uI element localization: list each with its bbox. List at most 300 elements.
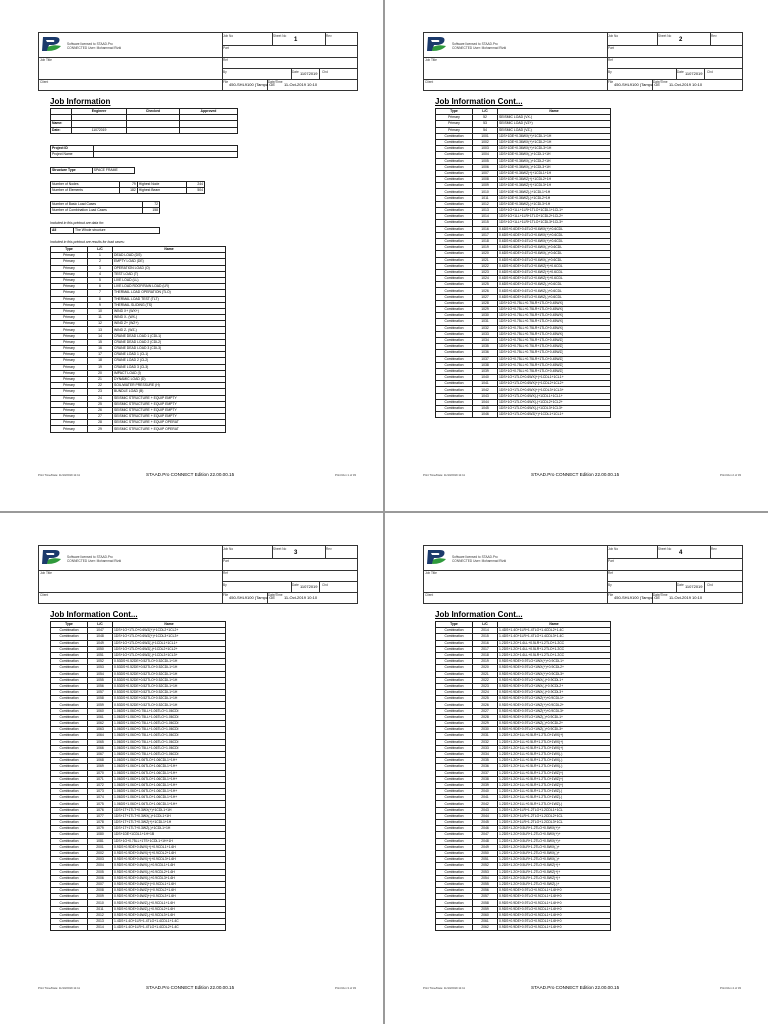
lc-cell: 12 <box>88 321 113 327</box>
lc-cell: 2033 <box>473 745 498 751</box>
type-cell: Combination <box>436 412 473 418</box>
ref-label: Ref <box>608 571 613 575</box>
name-cell: 0.6DS+0.6DE+0.6TLO+0.6WZ(-)+0.6CDL <box>498 282 611 288</box>
lc-cell: 1046 <box>473 412 498 418</box>
type-cell: Combination <box>436 690 473 696</box>
lc-cell: 2002 <box>88 850 113 856</box>
lc-cell: 1053 <box>88 665 113 671</box>
lc-cell: 1075 <box>88 801 113 807</box>
lc-cell: 1040 <box>473 375 498 381</box>
name-cell: 0.6DS+0.6DE+0.6TLO+0.6WX(+)+0.6CDL <box>498 232 611 238</box>
chd-label: Chd <box>322 70 328 74</box>
name-cell: 1.2DS+1.2O+1LR+1.2TLO+1.2CDL3+1CL <box>498 820 611 826</box>
name-cell: 1DS+1DE+0.36WX(+)+1CDL3+1H <box>498 146 611 152</box>
lc-cell: 1030 <box>473 313 498 319</box>
name-cell: 1DS+1O+1TLO+0.6WX(+)+1CDL3+1CL3+ <box>498 387 611 393</box>
lc-cell: 1037 <box>473 356 498 362</box>
lc-cell: 2 <box>88 259 113 265</box>
ref-label: Ref <box>223 571 228 575</box>
lc-cell: 1019 <box>473 245 498 251</box>
lc-cell: 29 <box>88 426 113 432</box>
lc-cell: 1042 <box>473 387 498 393</box>
type-cell: Combination <box>436 276 473 282</box>
type-cell: Combination <box>51 745 88 751</box>
name-cell: 1DS+1DE+0.36WZ(-)+1CDL1+1H <box>498 189 611 195</box>
lc-cell: 1076 <box>88 807 113 813</box>
name-cell: 1DS+1O+0.75LL+1TS+1CDL1+1H+1H <box>113 838 226 844</box>
name-cell: 1DS+1T+1TLT+0.3WX(-)+1CDL1+1H <box>113 813 226 819</box>
name-cell: 0.9DS+0.9DE+0.6WX(-)+0.9CDL1+1.6H <box>113 863 226 869</box>
name-cell: 1.2DS+1.2O+1LL+0.5LR+1.2TLO+1WX(+) <box>498 739 611 745</box>
sheet-2 <box>385 0 768 511</box>
name-cell: 1.06DS+1.06O+1.06TLO+1.06CDL1+1H+ <box>113 789 226 795</box>
lc-cell: 1020 <box>473 251 498 257</box>
datetime-label: Date/Time <box>653 593 668 597</box>
type-cell: Combination <box>51 634 88 640</box>
lc-cell: 2058 <box>473 900 498 906</box>
sheet-no-label: Sheet No <box>273 34 287 38</box>
lc-cell: 2009 <box>88 894 113 900</box>
name-cell: IMPACT LOAD (I) <box>113 370 226 376</box>
license-line-2: CONNECTED User: Mohammad Rizki <box>452 46 507 50</box>
lc-cell: 2006 <box>88 875 113 881</box>
lc-cell: 18 <box>88 358 113 364</box>
name-cell: LIVE LOAD (LL) <box>113 277 226 283</box>
type-cell: Combination <box>436 659 473 665</box>
name-cell: 1DS+1O+1TLO+0.6WX(-)+1CDL2+1CL2+ <box>498 399 611 405</box>
type-cell: Combination <box>436 739 473 745</box>
type-cell: Primary <box>51 383 88 389</box>
loadcase-count-table <box>50 201 160 214</box>
name-cell: 1.2DS+1.2O+1.6LL+0.5LR+1.2TLO+1.2CC <box>498 646 611 652</box>
job-title-label: Job Title <box>425 58 437 62</box>
lc-cell: 17 <box>88 352 113 358</box>
type-cell: Combination <box>436 677 473 683</box>
table-row <box>51 426 226 432</box>
type-cell: Combination <box>436 139 473 145</box>
type-cell: Combination <box>436 727 473 733</box>
lc-cell: 2019 <box>473 659 498 665</box>
lc-cell: 1027 <box>473 294 498 300</box>
lc-cell: 1074 <box>88 795 113 801</box>
lc-cell: 1045 <box>473 406 498 412</box>
name-cell: 1.2DS+1.2O+1LL+0.5LR+1.2TLO+1WX(-) <box>498 758 611 764</box>
type-cell: Combination <box>436 381 473 387</box>
type-cell: Combination <box>436 807 473 813</box>
name-cell: 1.06DS+1.06O+0.75LL+1.06TLO+1.06CDI <box>113 714 226 720</box>
lc-cell: 20 <box>88 370 113 376</box>
lc-cell: 2030 <box>473 727 498 733</box>
name-cell: 1DS+1O+1TLO+0.6WX(-)+1CDL1+1CL1+ <box>498 393 611 399</box>
column-header: Name <box>498 622 611 628</box>
name-cell: 1.06DS+1.06O+1.06TLO+1.06CDL1+1H+ <box>113 764 226 770</box>
software-edition: STAAD.Pro CONNECT Edition 22.00.00.15 <box>531 472 620 477</box>
lc-cell: 1024 <box>473 276 498 282</box>
name-cell: 1.2DS+1.2O+0.5LR+1.2TLO+0.5WX(-)+ <box>498 844 611 850</box>
lc-cell: 2012 <box>88 912 113 918</box>
lc-cell: 2018 <box>473 652 498 658</box>
license-line-2: CONNECTED User: Mohammad Rizki <box>67 46 122 50</box>
sheet-number: 4 <box>679 550 683 556</box>
by-label: By <box>608 70 612 74</box>
print-run: Print Run 2 of 33 <box>720 473 741 477</box>
type-cell: Combination <box>436 263 473 269</box>
name-cell: 1DS+1O+1TLO+0.6WZ(+)+1CDL3+1CL3+ <box>113 634 226 640</box>
type-cell: Combination <box>436 399 473 405</box>
ref-label: Ref <box>608 58 613 62</box>
lc-cell: 5 <box>88 277 113 283</box>
lc-cell: 2024 <box>473 690 498 696</box>
license-line-2: CONNECTED User: Mohammad Rizki <box>452 559 507 563</box>
type-cell: Combination <box>436 912 473 918</box>
type-cell: Combination <box>51 919 88 925</box>
lc-cell: 1032 <box>473 325 498 331</box>
type-cell: Combination <box>436 634 473 640</box>
type-cell: Combination <box>436 795 473 801</box>
type-cell: Combination <box>436 863 473 869</box>
part-label: Part <box>608 559 614 563</box>
name-cell: 1.4DS+1.4O+1LR+1.4TLO+1.4CDL1+1.4C <box>113 919 226 925</box>
column-header: L/C <box>88 247 113 253</box>
type-cell: Primary <box>51 302 88 308</box>
name-cell: 0.9DS+0.9DE+0.6WZ(+)+0.9CDL2+1.6H <box>113 888 226 894</box>
type-cell: Primary <box>436 127 473 133</box>
lc-cell: 1047 <box>88 628 113 634</box>
name-cell: 0.53DS+0.52DE+0.52TLO+0.52CDL1+1H <box>113 683 226 689</box>
type-cell: Combination <box>51 628 88 634</box>
sheet-number: 3 <box>294 550 298 556</box>
name-cell: 1.2DS+1.2O+1.6LL+0.5LR+1.2TLO+1.2CC <box>498 640 611 646</box>
type-cell: Combination <box>436 782 473 788</box>
name-cell: 0.53DS+0.52DE+0.52TLO+0.52CDL1+1H <box>113 690 226 696</box>
name-cell: 0.9DS+0.9DE+0.6WX(+)+0.9CDL1+1.6H <box>113 844 226 850</box>
lc-cell: 2062 <box>473 925 498 931</box>
name-cell: 0.9DS+0.9DE+0.6WZ(-)+0.9CDL2+1.6H <box>113 906 226 912</box>
count-table <box>50 181 205 194</box>
type-cell: Combination <box>51 677 88 683</box>
lc-cell: 1041 <box>473 381 498 387</box>
lc-cell: 1072 <box>88 782 113 788</box>
type-cell: Combination <box>436 294 473 300</box>
license-line-1: Software licensed to STAAD.Pro <box>452 42 498 46</box>
name-cell: 0.6DS+0.6DE+0.6TLO+0.6WZ(-)+0.6CDL <box>498 288 611 294</box>
date-value: 11072019 <box>685 584 703 589</box>
lc-cell: 1034 <box>473 337 498 343</box>
name-cell: 1.06DS+1.06O+1.06TLO+1.06CDL1+1H+ <box>113 776 226 782</box>
name-cell: SEISMIC STRUCTURE + EQUIP OPERAT <box>113 420 226 426</box>
name-cell: 1DS+1DE+0.36WX(+)+1CDL1+1H <box>498 133 611 139</box>
name-cell: 1DS+1DE+0.36WX(-)+1CDL1+1H <box>498 152 611 158</box>
nodes-label: Number of Nodes <box>51 182 120 188</box>
type-cell: Combination <box>51 906 88 912</box>
type-cell: Primary <box>51 420 88 426</box>
type-cell: Combination <box>436 226 473 232</box>
type-cell: Combination <box>436 152 473 158</box>
name-cell: 0.9DS+0.9DE+0.9TLO+1WZ(-)+0.9CDL3+ <box>498 727 611 733</box>
type-cell: Primary <box>51 308 88 314</box>
lc-cell: 2021 <box>473 671 498 677</box>
lc-cell: 2051 <box>473 857 498 863</box>
lc-cell: 7 <box>88 290 113 296</box>
lc-cell: 11 <box>88 315 113 321</box>
name-cell: 1DS+1O+0.75LL+0.75LR+1TLO+0.45WZ( <box>498 356 611 362</box>
lc-cell: 2031 <box>473 733 498 739</box>
lc-cell: 27 <box>88 414 113 420</box>
date-label: Date <box>292 583 299 587</box>
lc-cell: 2052 <box>473 863 498 869</box>
lc-cell: 1028 <box>473 300 498 306</box>
type-cell: Combination <box>436 350 473 356</box>
name-cell: 1DS+1O+0.75LL+0.75LR+1TLO+0.45WZ( <box>498 350 611 356</box>
lc-cell: 1008 <box>473 177 498 183</box>
name-cell: 1.2DS+1.2O+0.5LR+1.2TLO+0.5WZ(+)+ <box>498 863 611 869</box>
datetime-label: Date/Time <box>268 593 283 597</box>
name-cell: 0.9DS+0.9DE+0.6WZ(-)+0.9CDL3+1.6H <box>113 912 226 918</box>
type-cell: Primary <box>51 370 88 376</box>
column-header: L/C <box>473 622 498 628</box>
type-cell: Combination <box>436 393 473 399</box>
all-value: The Whole structure <box>74 228 160 234</box>
type-cell: Combination <box>436 146 473 152</box>
file-value: 450-SHL9100 (Tampa GE <box>614 82 661 87</box>
lc-cell: 2060 <box>473 912 498 918</box>
name-cell: 0.9DS+0.9DE+0.9TLO+1WZ(+)+0.9CDL2+ <box>498 702 611 708</box>
name-cell: THERMAL LOAD TEST (TLT) <box>113 296 226 302</box>
type-cell: Combination <box>436 652 473 658</box>
type-cell: Combination <box>436 714 473 720</box>
datetime-value: 11-Oct-2019 10:10 <box>284 82 318 87</box>
name-cell: 1DS+1DE+0.36WX(-)+1CDL3+1H <box>498 164 611 170</box>
name-cell: 1.2DS+1.2O+1LR+1.2TLO+1.2CDL1+1CL <box>498 807 611 813</box>
file-value: 450-SHL9100 (Tampa GE <box>229 595 276 600</box>
name-cell: 1DS+1O+1TLO+0.6WZ(-)+1CDL2+1CL2+ <box>113 646 226 652</box>
name-cell: 1.2DS+1.2O+1LL+0.5LR+1.2TLO+1WZ(-) <box>498 795 611 801</box>
type-cell: Combination <box>51 869 88 875</box>
name-cell: SEISMIC STRUCTURE + EQUIP EMPTY <box>113 407 226 413</box>
type-cell: Combination <box>436 671 473 677</box>
type-cell: Combination <box>436 758 473 764</box>
ref-label: Ref <box>223 58 228 62</box>
column-header: L/C <box>473 109 498 115</box>
lc-cell: 21 <box>88 376 113 382</box>
name-cell: 1.2DS+1.2O+1LL+0.5LR+1.2TLO+1WZ(-) <box>498 801 611 807</box>
lc-cell: 2014 <box>88 925 113 931</box>
file-label: File <box>608 593 614 597</box>
elements-value: 182 <box>120 188 138 194</box>
all-label: All <box>51 228 74 234</box>
name-cell: 1.2DS+1.2O+0.5LR+1.2TLO+0.5WX(+)+ <box>498 826 611 832</box>
name-cell: 0.53DS+0.52DE+0.52TLO+0.52CDL1+1H <box>113 677 226 683</box>
print-time: Print Time/Date: 11/10/2019 11:11 <box>423 473 465 477</box>
type-cell: Combination <box>51 646 88 652</box>
name-cell: 1.2DS+1.2O+1LR+1.2TLO+1.2CDL2+1CL <box>498 813 611 819</box>
name-cell: 1DS+1O+1TLO+0.6WX(-)+1CDL3+1CL3+ <box>498 406 611 412</box>
lc-cell: 2025 <box>473 696 498 702</box>
type-cell: Combination <box>436 745 473 751</box>
structure-type-label: Structure Type <box>51 168 93 174</box>
name-cell: 1DS+1DE+1CDL1+1H+1B <box>113 832 226 838</box>
print-time: Print Time/Date: 11/10/2019 11:11 <box>38 986 80 990</box>
type-cell: Combination <box>436 183 473 189</box>
name-cell: 0.6DS+0.6DE+0.6TLO+0.6WZ(-)+0.6CDL <box>498 294 611 300</box>
column-header: Type <box>51 247 88 253</box>
name-cell: 1DS+1O+1TLO+0.6WX(+)+1CDL1+1CL1+ <box>498 375 611 381</box>
sheet-number: 1 <box>294 37 298 43</box>
lc-cell: 2004 <box>88 863 113 869</box>
lc-cell: 1 <box>88 253 113 259</box>
part-label: Part <box>223 559 229 563</box>
type-cell: Combination <box>436 894 473 900</box>
type-cell: Combination <box>436 282 473 288</box>
lc-cell: 1001 <box>473 133 498 139</box>
lc-cell: 2003 <box>88 857 113 863</box>
type-cell: Combination <box>436 683 473 689</box>
type-cell: Combination <box>51 683 88 689</box>
name-cell: 1.2DS+1.2O+0.5LR+1.2TLO+0.5WX(+)+ <box>498 838 611 844</box>
lc-cell: 1009 <box>473 183 498 189</box>
type-cell: Primary <box>51 296 88 302</box>
chd-label: Chd <box>322 583 328 587</box>
type-cell: Combination <box>436 857 473 863</box>
type-cell: Combination <box>51 714 88 720</box>
type-cell: Combination <box>436 158 473 164</box>
rev-label: Rev <box>711 547 717 551</box>
included-results-note: Included in this printout are results for load cases: <box>50 240 125 244</box>
lc-cell: 1004 <box>473 152 498 158</box>
type-cell: Combination <box>51 782 88 788</box>
type-cell: Primary <box>51 333 88 339</box>
name-cell: 1.2DS+1.2O+1LL+0.5LR+1.2TLO+1WZ(+) <box>498 770 611 776</box>
lc-cell: 1043 <box>473 393 498 399</box>
type-cell: Combination <box>436 646 473 652</box>
name-cell: 0.53DS+0.52DE+0.52TLO+0.52CDL1+1H <box>113 671 226 677</box>
type-cell: Combination <box>436 751 473 757</box>
type-cell: Combination <box>51 770 88 776</box>
name-cell: 0.6DS+0.6DE+0.6TLO+0.6WX(-)+0.6CDL <box>498 251 611 257</box>
lc-cell: 2028 <box>473 714 498 720</box>
type-cell: Combination <box>436 881 473 887</box>
column-header: Name <box>113 622 226 628</box>
type-cell: Combination <box>436 869 473 875</box>
name-cell: 0.9DS+0.9DE+0.9TLO+1WZ(-)+0.9CDL2+ <box>498 721 611 727</box>
lc-cell: 1007 <box>473 170 498 176</box>
rev-label: Rev <box>711 34 717 38</box>
name-cell: 1DS+1T+1TLT+0.3WZ(-)+1CDL1+1H <box>113 826 226 832</box>
name-cell: 1DS+1O+1TLO+0.6WZ(-)+1CDL3+1CL3+ <box>113 652 226 658</box>
lc-cell: 1050 <box>88 646 113 652</box>
engineer-table <box>50 108 238 134</box>
lc-cell: 52 <box>473 115 498 121</box>
name-cell: SEISMIC LOAD (VZ+) <box>498 121 611 127</box>
license-line-1: Software licensed to STAAD.Pro <box>452 555 498 559</box>
type-cell: Combination <box>436 832 473 838</box>
name-cell: 0.53DS+0.52DE+0.52TLO+0.52CDL1+1H <box>113 702 226 708</box>
project-table <box>50 145 238 158</box>
type-cell: Combination <box>436 820 473 826</box>
lc-cell: 16 <box>88 346 113 352</box>
name-cell: 0.6DS+0.6DE+0.6TLO+0.6WZ(+)+0.6CDL <box>498 276 611 282</box>
type-cell: Combination <box>436 325 473 331</box>
type-cell: Combination <box>51 671 88 677</box>
file-label: File <box>223 80 229 84</box>
lc-cell: 2045 <box>473 820 498 826</box>
lc-cell: 1005 <box>473 158 498 164</box>
lc-cell: 2049 <box>473 844 498 850</box>
name-cell: 0.6DS+0.6DE+0.6TLO+0.6WX(+)+0.6CDL <box>498 238 611 244</box>
name-cell: THERMAL SLIDING (TS) <box>113 302 226 308</box>
lc-cell: 1049 <box>88 640 113 646</box>
name-cell: 0.9DS+0.9DE+0.9TLO+1WX(+)+0.9CDL3+ <box>498 671 611 677</box>
lc-cell: 2013 <box>88 919 113 925</box>
type-cell: Primary <box>51 358 88 364</box>
lc-cell: 22 <box>88 383 113 389</box>
lc-cell: 2053 <box>473 869 498 875</box>
name-cell: 1.2DS+1.2O+0.5LR+1.2TLO+0.5WX(+)+ <box>498 832 611 838</box>
type-cell: Combination <box>436 170 473 176</box>
column-header: Type <box>436 622 473 628</box>
lc-cell: 1044 <box>473 399 498 405</box>
lc-cell: 1022 <box>473 263 498 269</box>
loadcase-table <box>50 621 226 931</box>
name-cell: 0.9DS+0.9DE+0.9TLO+1WX(+)+0.9CDL1+ <box>498 659 611 665</box>
date-label: Date <box>677 583 684 587</box>
name-cell: 1.2DS+1.2O+1.6LL+0.5LR+1.2TLO+1.2CC <box>498 652 611 658</box>
column-header: Name <box>113 247 226 253</box>
name-cell: 0.9DS+0.9DE+0.9TLO+0.9CDL1+1.6H+0 <box>498 888 611 894</box>
type-cell: Combination <box>436 733 473 739</box>
type-cell: Combination <box>51 733 88 739</box>
checked-header: Checked <box>127 109 180 115</box>
name-cell: EMPTY LOAD (DE) <box>113 259 226 265</box>
type-cell: Combination <box>436 356 473 362</box>
lc-cell: 1056 <box>88 683 113 689</box>
name-cell: 1DS+1DE+0.36WZ(+)+1CDL3+1H <box>498 183 611 189</box>
basic-cases-label: Number of Basic Load Cases <box>51 202 143 208</box>
name-cell: 1DS+1O+0.75LL+0.75LR+1TLO+0.45WZ( <box>498 362 611 368</box>
project-id-label: Project ID <box>51 146 94 152</box>
type-cell: Combination <box>51 881 88 887</box>
job-no-label: Job No <box>608 547 619 551</box>
lc-cell: 9 <box>88 302 113 308</box>
lc-cell: 2010 <box>88 900 113 906</box>
type-cell: Primary <box>51 284 88 290</box>
type-cell: Combination <box>436 133 473 139</box>
name-cell: 1DS+1O+1LL+1LR+1TLO+1CDL1+1CL1+ <box>498 208 611 214</box>
name-cell: 1DS+1DE+0.36WZ(+)+1CDL2+1H <box>498 177 611 183</box>
lc-cell: 1017 <box>473 232 498 238</box>
lc-cell: 2061 <box>473 919 498 925</box>
name-cell: SEISMIC STRUCTURE + EQUIP EMPTY <box>113 401 226 407</box>
date-row-label: Date: <box>51 127 72 133</box>
lc-cell: 1038 <box>473 362 498 368</box>
lc-cell: 1003 <box>473 146 498 152</box>
lc-cell: 2047 <box>473 832 498 838</box>
name-cell: 1.06DS+1.06O+0.75LL+1.06TLO+1.06CDI <box>113 721 226 727</box>
name-cell: 0.9DS+0.9DE+0.9TLO+1WZ(-)+0.9CDL1+ <box>498 714 611 720</box>
type-cell: Combination <box>51 652 88 658</box>
type-cell: Combination <box>436 232 473 238</box>
lc-cell: 19 <box>88 364 113 370</box>
type-cell: Combination <box>436 288 473 294</box>
name-cell: 1DS+1O+1TLO+0.6WX(+)+1CDL2+1CL2+ <box>498 381 611 387</box>
title-block <box>38 32 358 91</box>
name-cell: 1DS+1DE+0.36WX(+)+1CDL2+1H <box>498 139 611 145</box>
name-cell: CRANE LOAD 2 (CL2) <box>113 358 226 364</box>
lc-cell: 2046 <box>473 826 498 832</box>
type-cell: Combination <box>436 344 473 350</box>
print-run: Print Run 4 of 33 <box>720 986 741 990</box>
name-cell: BUNDLE LOAD (B) <box>113 389 226 395</box>
